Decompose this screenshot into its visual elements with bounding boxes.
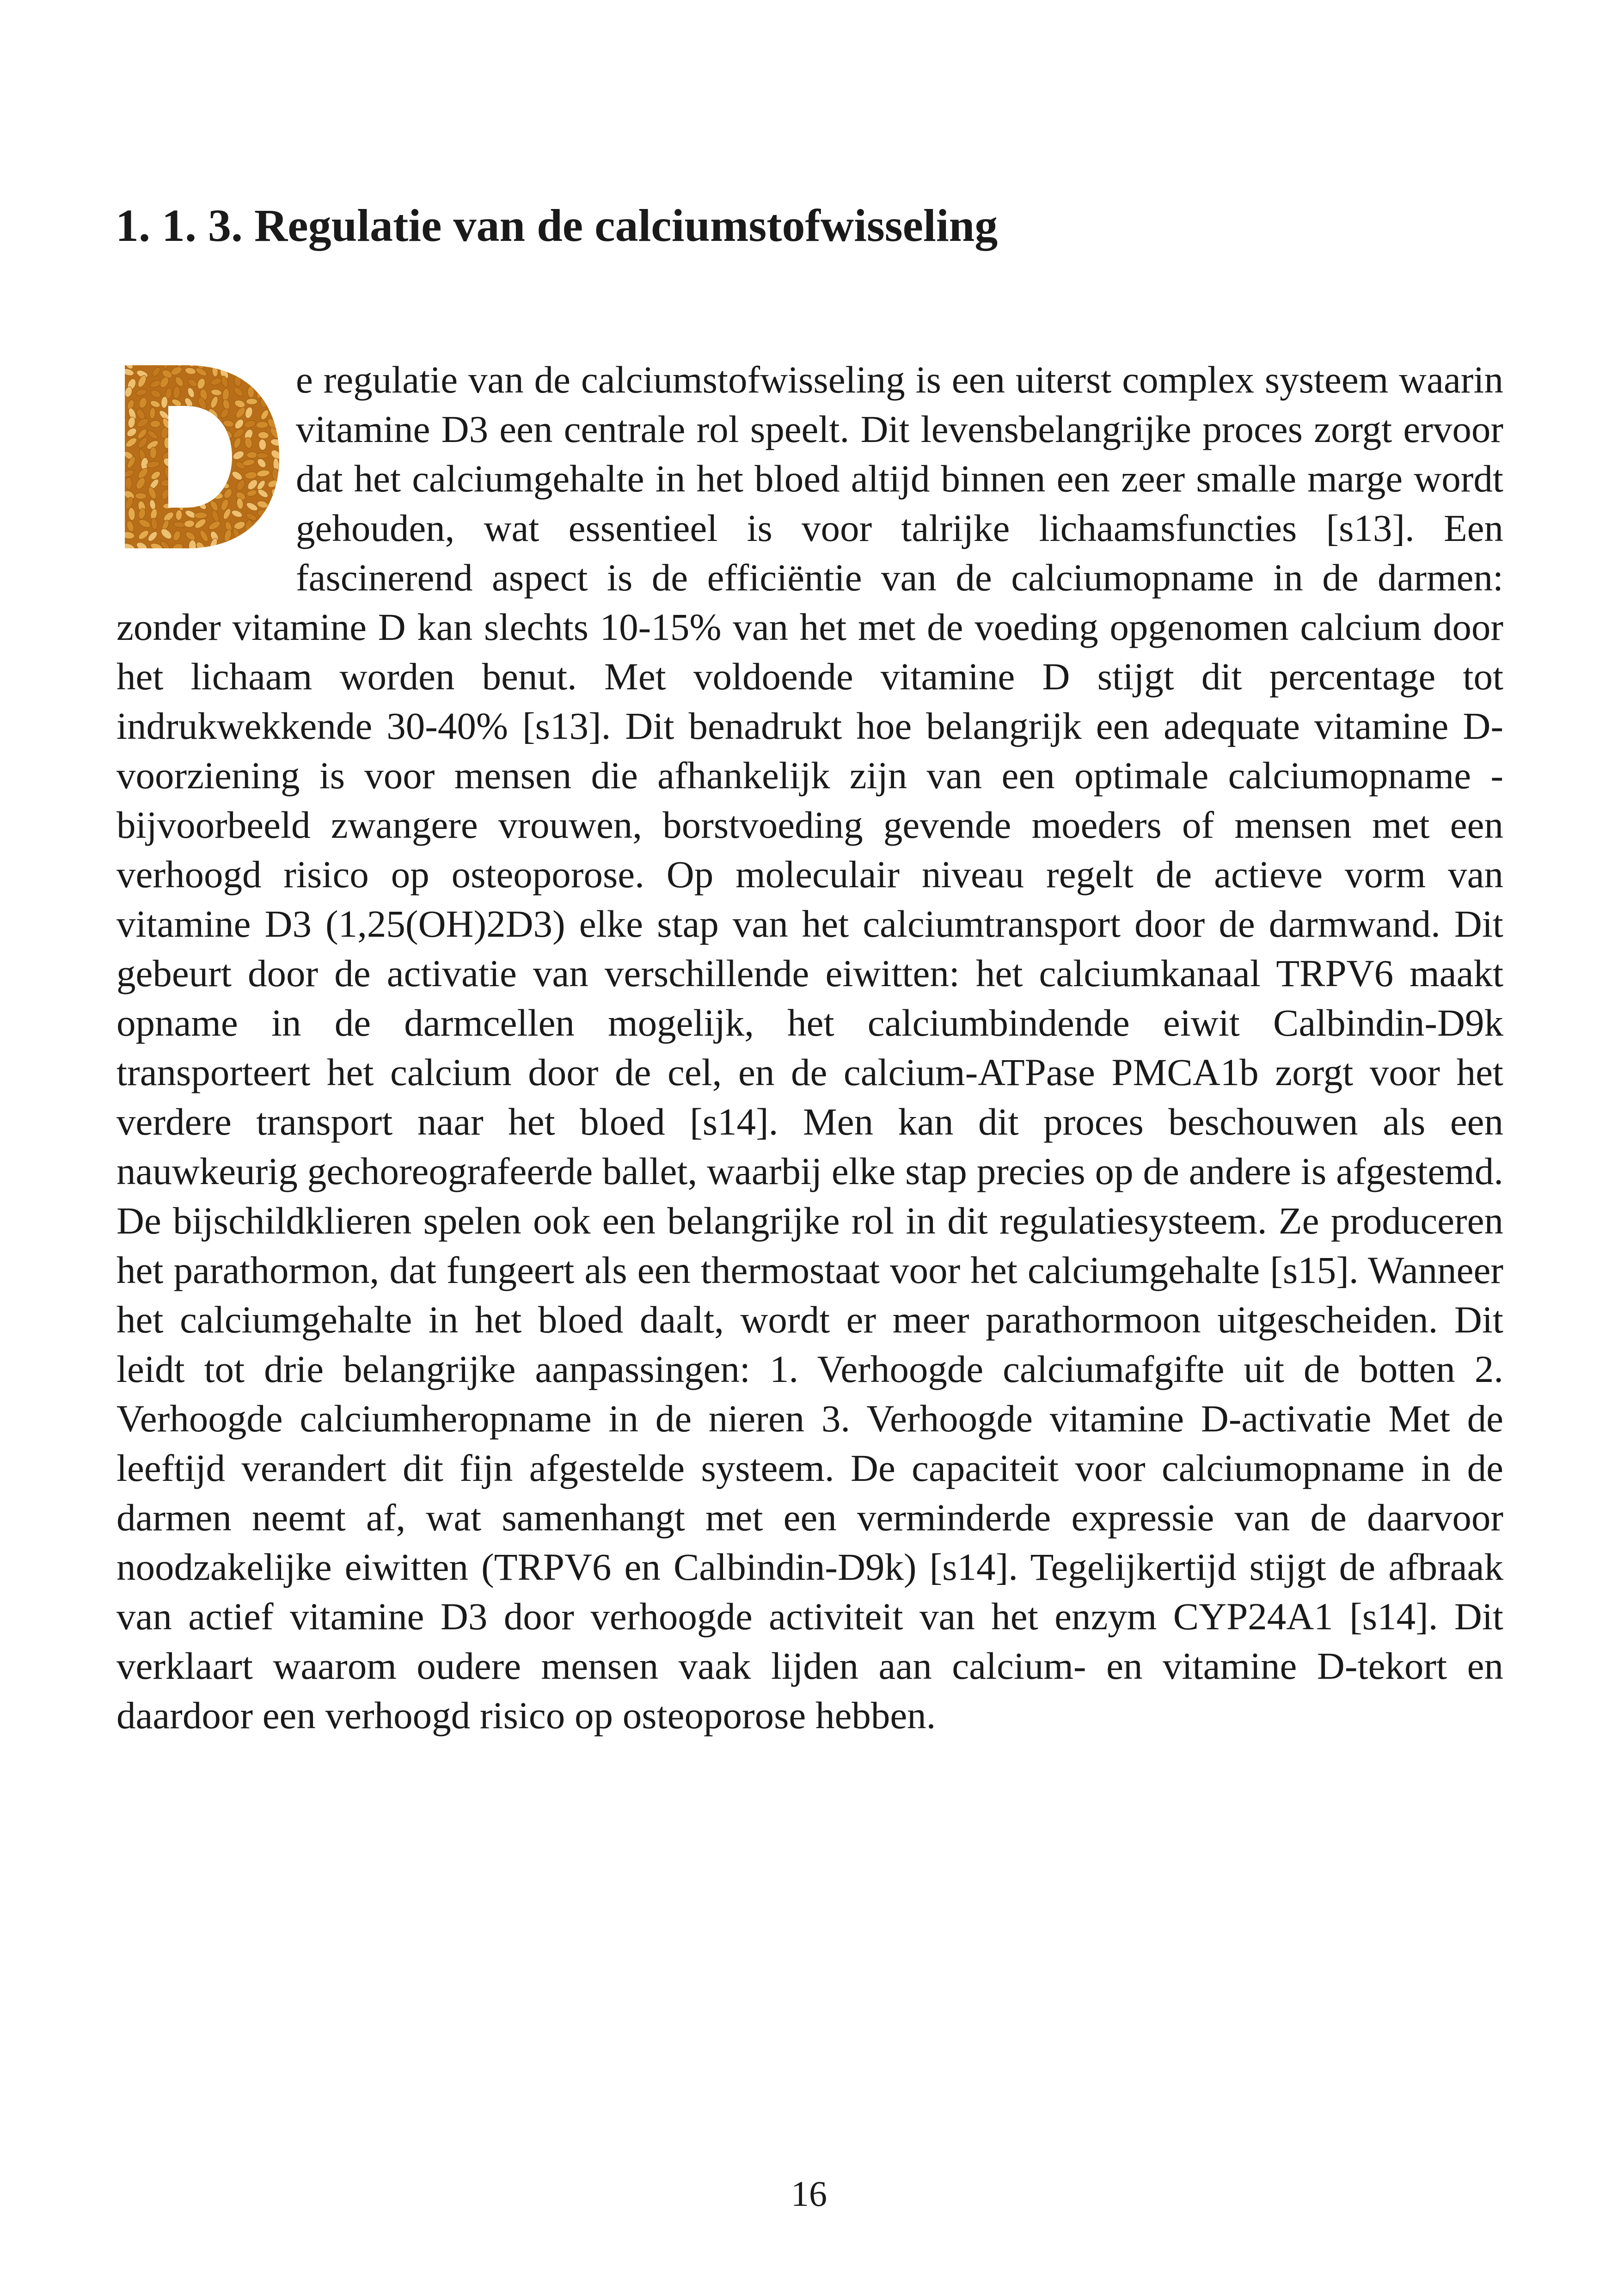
section-title: 1. 1. 3. Regulatie van de calciumstofwisseling	[116, 200, 998, 251]
body-text: e regulatie van de calciumstofwisseling is een uiterst complex systeem waarin vitamine D3 een centrale rol speelt. Dit levensbelangrijke proces zorgt ervoor dat het calciumgehalte in het bloed altijd binnen een zeer smalle marge wordt gehouden, wat essentieel is voor talrijke lichaamsfuncties [s13]. Een fascinerend aspect is de efficiëntie van de calciumopname in de darmen: zonder vitamine D kan slechts 10-15% van het met de voeding opgenomen calcium door het lichaam worden benut. Met voldoende vitamine D stijgt dit percentage tot indrukwekkende 30-40% [s13]. Dit benadrukt hoe belangrijk een adequate vitamine D-voorziening is voor mensen die afhankelijk zijn van een optimale calciumopname - bijvoorbeeld zwangere vrouwen, borstvoeding gevende moeders of mensen met een verhoogd risico op osteoporose. Op moleculair niveau regelt de actieve vorm van vitamine D3 (1,25(OH)2D3) elke stap van het calciumtransport door de darmwand. Dit gebeurt door de activatie van verschillende eiwitten: het calciumkanaal TRPV6 maakt opname in de darmcellen mogelijk, het calciumbindende eiwit Calbindin-D9k transporteert het calcium door de cel, en de calcium-ATPase PMCA1b zorgt voor het verdere transport naar het bloed [s14]. Men kan dit proces beschouwen als een nauwkeurig gechoreografeerde ballet, waarbij elke stap precies op de andere is afgestemd. De bijschildklieren spelen ook een belangrijke rol in dit regulatiesysteem. Ze produceren het parathormon, dat fungeert als een thermostaat voor het calciumgehalte [s15]. Wanneer het calciumgehalte in het bloed daalt, wordt er meer parathormoon uitgescheiden. Dit leidt tot drie belangrijke aanpassingen: 1. Verhoogde calciumafgifte uit de botten 2. Verhoogde calciumheropname in de nieren 3. Verhoogde vitamine D-activatie Met de leeftijd verandert dit fijn afgestelde systeem. De capaciteit voor calciumopname in de darmen neemt af, wat samenhangt met een verminderde expressie van de daarvoor noodzakelijke eiwitten (TRPV6 en Calbindin-D9k) [s14]. Tegelijkertijd stijgt de afbraak van actief vitamine D3 door verhoogde activiteit van het enzym CYP24A1 [s14]. Dit verklaart waarom oudere mensen vaak lijden aan calcium- en vitamine D-tekort en daardoor een verhoogd risico op osteoporose hebben.	[116, 358, 1503, 1737]
seed-letter-d-icon	[116, 360, 284, 554]
dropcap-d-image	[116, 360, 284, 554]
body-paragraph	[116, 355, 1503, 1740]
page-number: 16	[791, 2173, 827, 2214]
